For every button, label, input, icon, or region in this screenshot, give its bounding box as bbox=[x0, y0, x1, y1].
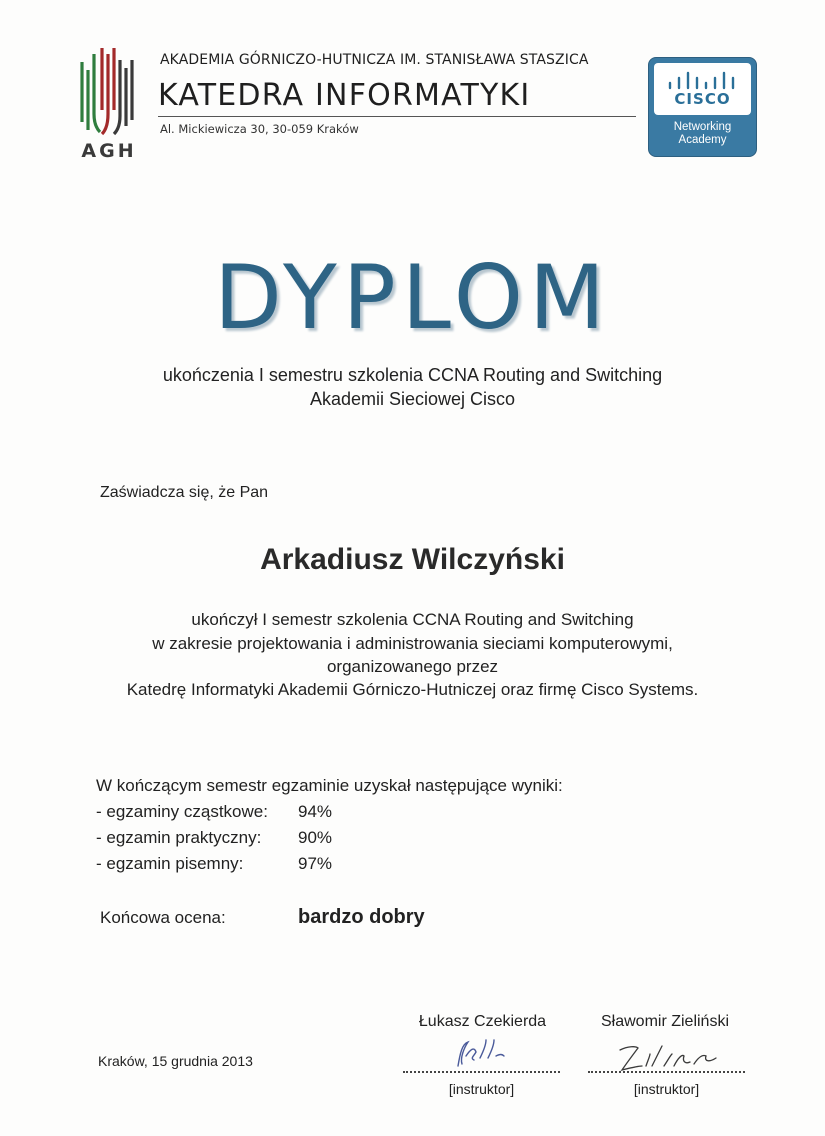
final-grade-value: bardzo dobry bbox=[298, 906, 425, 928]
cisco-academy-caption bbox=[649, 121, 756, 147]
final-grade-label: Końcowa ocena: bbox=[100, 908, 226, 927]
body-line-1: ukończył I semestr szkolenia CCNA Routing and Switching bbox=[191, 610, 634, 629]
cisco-caption-line1: Networking bbox=[673, 121, 732, 133]
diploma-title: DYPLOM bbox=[214, 246, 611, 349]
body-line-3: organizowanego przez bbox=[326, 657, 499, 676]
place-and-date: Kraków, 15 grudnia 2013 bbox=[98, 1053, 253, 1069]
result-value: 90% bbox=[298, 828, 333, 847]
agh-logo-text: AGH bbox=[81, 140, 137, 162]
signature-line bbox=[403, 1071, 560, 1073]
signer-role: [instruktor] bbox=[448, 1081, 515, 1097]
result-value: 97% bbox=[298, 854, 333, 873]
signer-role: [instruktor] bbox=[633, 1081, 700, 1097]
handwritten-signature bbox=[440, 1036, 510, 1070]
result-value: 94% bbox=[298, 802, 333, 821]
university-name: AKADEMIA GÓRNICZO-HUTNICZA IM. STANISŁAWA STASZICA bbox=[160, 52, 589, 68]
signature-line bbox=[588, 1071, 745, 1073]
department-address: Al. Mickiewicza 30, 30-059 Kraków bbox=[160, 122, 359, 136]
result-label: - egzaminy cząstkowe: bbox=[96, 802, 268, 821]
result-label: - egzamin pisemny: bbox=[96, 854, 244, 873]
handwritten-signature bbox=[612, 1040, 722, 1074]
results-intro: W kończącym semestr egzaminie uzyskał następujące wyniki: bbox=[96, 776, 563, 795]
signer-name: Łukasz Czekierda bbox=[418, 1013, 547, 1030]
signer-name: Sławomir Zieliński bbox=[600, 1013, 730, 1030]
certify-text: Zaświadcza się, że Pan bbox=[100, 484, 269, 501]
cisco-caption-line2: Academy bbox=[678, 134, 727, 146]
cisco-bars-icon bbox=[666, 70, 740, 92]
recipient-name: Arkadiusz Wilczyński bbox=[260, 543, 565, 576]
department-name: KATEDRA INFORMATYKI bbox=[158, 78, 531, 113]
body-line-2: w zakresie projektowania i administrowania sieciami komputerowymi, bbox=[152, 634, 673, 653]
header-divider bbox=[158, 116, 636, 117]
body-line-4: Katedrę Informatyki Akademii Górniczo-Hutniczej oraz firmę Cisco Systems. bbox=[126, 680, 699, 699]
subtitle-line-1: ukończenia I semestru szkolenia CCNA Routing and Switching bbox=[162, 365, 663, 385]
cisco-wordmark: CISCO bbox=[674, 90, 731, 108]
cisco-networking-academy-logo bbox=[648, 57, 757, 157]
cisco-logo-plate bbox=[654, 63, 751, 115]
subtitle-line-2: Akademii Sieciowej Cisco bbox=[309, 389, 516, 409]
result-label: - egzamin praktyczny: bbox=[96, 828, 262, 847]
